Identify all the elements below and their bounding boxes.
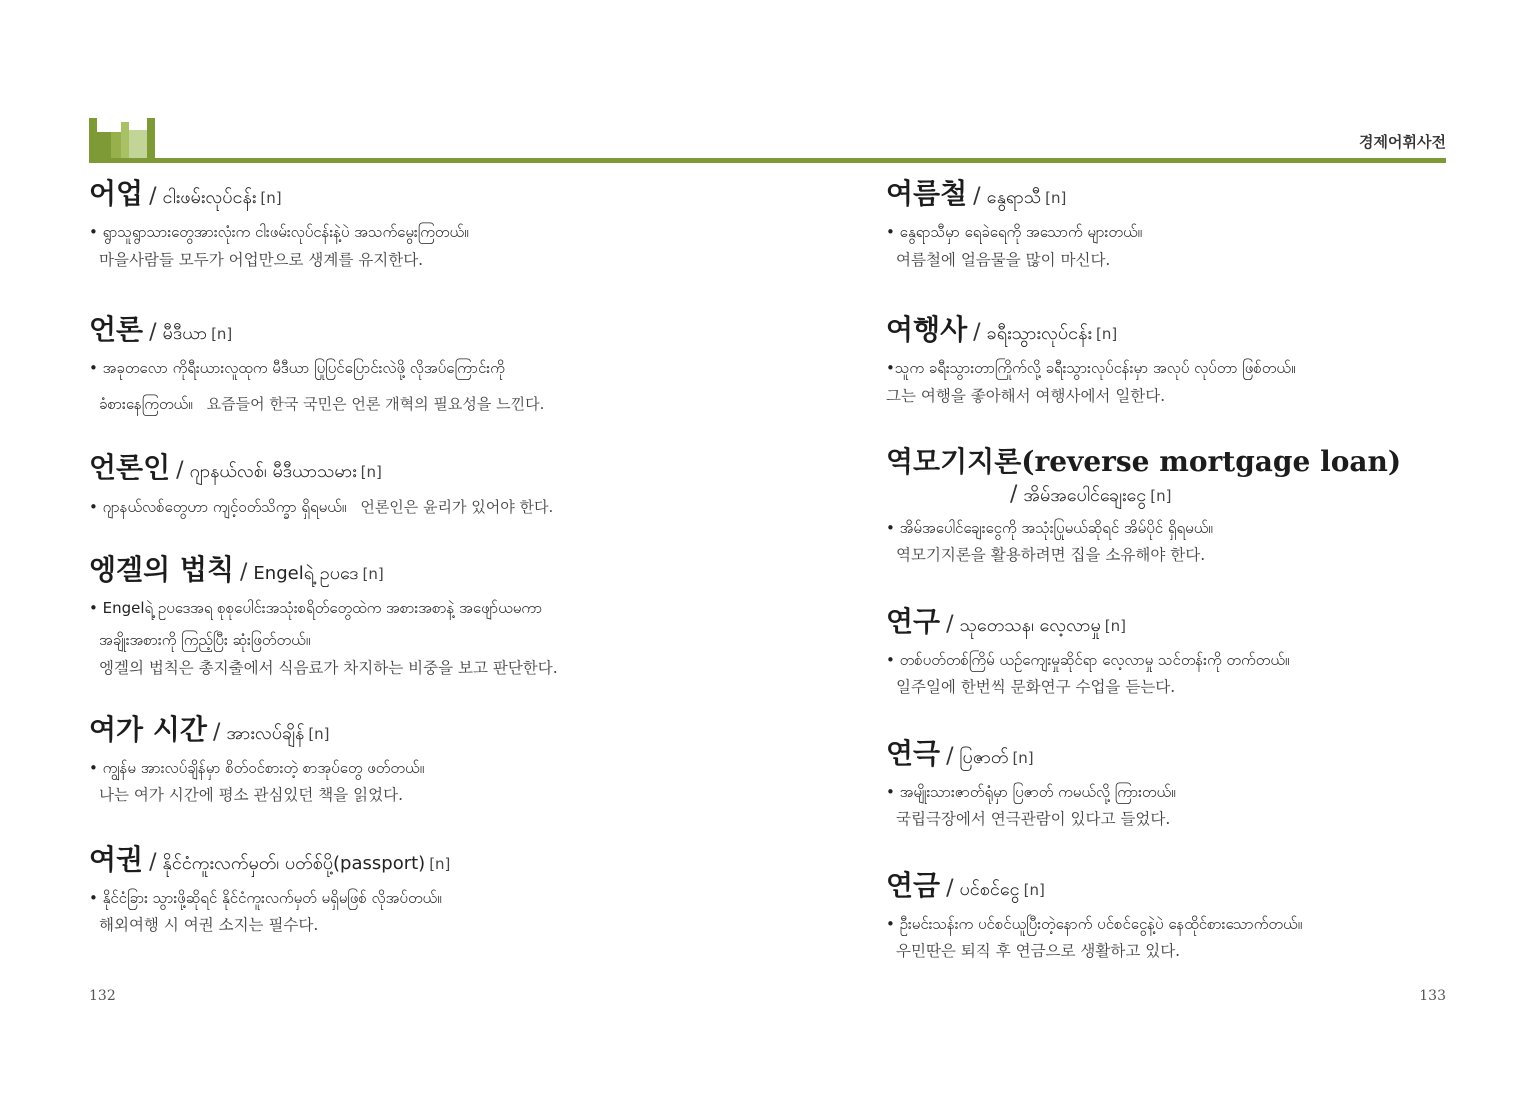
entry-meaning: ပင်စင်ငွေ <box>959 879 1020 900</box>
example-korean: 일주일에 한번씩 문화연구 수업을 듣는다. <box>896 678 1176 696</box>
left-page <box>89 170 709 940</box>
entry-meaning: ဂျာနယ်လစ်၊ မီဒီယာသမား <box>189 461 357 482</box>
entry <box>89 313 709 420</box>
entry-pos: [n] <box>429 855 451 873</box>
entry-head: 언론 / မီဒီယာ [n] <box>89 313 233 346</box>
header-decoration <box>89 118 161 162</box>
right-page <box>886 170 1506 966</box>
example-myanmar: • နိုင်ငံခြား သွားဖို့ဆိုရင် နိုင်ငံကူးလက်မှတ် မရှိမဖြစ် လိုအပ်တယ်။ <box>89 889 442 907</box>
entry <box>886 177 1506 276</box>
page-number-left: 132 <box>89 988 116 1004</box>
entry-pos: [n] <box>1104 617 1126 635</box>
example-korean: 해외여행 시 여권 소지는 필수다. <box>99 916 319 934</box>
entry <box>89 843 709 940</box>
book-title: 경제어휘사전 <box>1359 133 1446 151</box>
entry-term: 언론 <box>89 313 144 346</box>
entry <box>886 313 1506 412</box>
example-myanmar-line2: ခံစားနေကြတယ်။ 요즘들어 한국 국민은 언론 개혁의 필요성을 느낀다. <box>99 395 545 413</box>
entry-pos: [n] <box>211 325 233 343</box>
example-myanmar: • ကျွန်မ အားလပ်ချိန်မှာ စိတ်ဝင်စားတဲ့ စာအုပ်တွေ ဖတ်တယ်။ <box>89 759 425 777</box>
entry-term: 어업 <box>89 177 144 210</box>
entry-meaning: နွေရာသီ <box>986 187 1042 208</box>
example-korean: 요즘들어 한국 국민은 언론 개혁의 필요성을 느낀다. <box>206 395 545 413</box>
example-myanmar: •သူက ခရီးသွားတာကြိုက်လို့ ခရီးသွားလုပ်ငန်းမှာ အလုပ် လုပ်တာ ဖြစ်တယ်။ <box>886 359 1296 377</box>
example-korean: 국립극장에서 연극관람이 있다고 들었다. <box>896 810 1171 828</box>
entry-head: 연극 / ပြဇာတ် [n] <box>886 737 1034 770</box>
example-myanmar: • အိမ်အပေါင်ချေးငွေကို အသုံးပြုမယ်ဆိုရင် အိမ်ပိုင် ရှိရမယ်။ <box>886 519 1213 537</box>
entry-meaning: သုတေသန၊ လေ့လာမှု <box>959 615 1101 636</box>
entry-term: 연금 <box>886 869 941 902</box>
example-korean: 나는 여가 시간에 평소 관심있던 책을 읽었다. <box>99 786 404 804</box>
entry-term: 여가 시간 <box>89 713 207 746</box>
entry-pos: [n] <box>308 725 330 743</box>
entry-term: 여행사 <box>886 313 968 346</box>
example-korean: 엥겔의 법칙은 총지출에서 식음료가 차지하는 비중을 보고 판단한다. <box>99 659 558 677</box>
entry-term: 역모기지론(reverse mortgage loan) <box>886 445 1402 478</box>
example-myanmar: • နွေရာသီမှာ ရေခဲရေကို အသောက် များတယ်။ <box>886 223 1143 241</box>
entry-head: 연금 / ပင်စင်ငွေ [n] <box>886 869 1045 902</box>
example-myanmar-line: • ဂျာနယ်လစ်တွေဟာ ကျင့်ဝတ်သိက္ခာ ရှိရမယ်။ 언론인은 윤리가 있어야 한다. <box>89 498 554 516</box>
entry-head <box>886 445 1506 478</box>
entry-head: 언론인 / ဂျာနယ်လစ်၊ မီဒီယာသမား [n] <box>89 451 382 484</box>
entry-pos: [n] <box>1012 749 1034 767</box>
example-myanmar: • တစ်ပတ်တစ်ကြိမ် ယဉ်ကျေးမှုဆိုင်ရာ လေ့လာမှု သင်တန်းကို တက်တယ်။ <box>886 651 1290 669</box>
entry-term: 언론인 <box>89 451 171 484</box>
entry-pos: [n] <box>260 189 282 207</box>
entry-pos: [n] <box>1150 487 1172 505</box>
example-korean: 여름철에 얼음물을 많이 마신다. <box>896 251 1111 269</box>
entry-meaning: မီဒီယာ <box>162 323 208 344</box>
entry-head-sub: / အိမ်အပေါင်ချေးငွေ [n] <box>1010 482 1172 507</box>
entry-meaning: အားလပ်ချိန် <box>226 723 305 744</box>
entry-head: 여권 / နိုင်ငံကူးလက်မှတ်၊ ပတ်စ်ပို့(passport) [n] <box>89 843 451 876</box>
entry-term: 연극 <box>886 737 941 770</box>
entry-pos: [n] <box>362 565 384 583</box>
example-korean: 마을사람들 모두가 어업만으로 생계를 유지한다. <box>99 251 424 269</box>
example-myanmar: • အမျိုးသားဇာတ်ရုံမှာ ပြဇာတ် ကမယ်လို့ ကြားတယ်။ <box>886 783 1176 801</box>
entry <box>886 605 1506 702</box>
example-myanmar: • အခုတလော ကိုရီးယားလူထုက မီဒီယာ ပြုပြင်ပြောင်းလဲဖို့ လိုအပ်ကြောင်းကို <box>89 359 505 377</box>
entry-pos: [n] <box>1096 325 1118 343</box>
entry-term: 여권 <box>89 843 144 876</box>
entry-meaning: နိုင်ငံကူးလက်မှတ်၊ ပတ်စ်ပို့(passport) <box>162 853 426 874</box>
entry-head: 여가 시간 / အားလပ်ချိန် [n] <box>89 713 330 746</box>
entry-pos: [n] <box>360 463 382 481</box>
entry-meaning: Engelရဲ့ ဥပဒေ <box>253 563 359 584</box>
entry <box>89 553 709 682</box>
example-myanmar: • ရွာသူရွာသားတွေအားလုံးက ငါးဖမ်းလုပ်ငန်းနဲ့ပဲ အသက်မွေးကြတယ်။ <box>89 223 469 241</box>
entry <box>89 177 709 276</box>
page-number-right: 133 <box>1419 988 1446 1004</box>
entry-pos: [n] <box>1023 881 1045 899</box>
entry-meaning: ခရီးသွားလုပ်ငန်း <box>986 323 1092 344</box>
entry-head: 연구 / သုတေသန၊ လေ့လာမှု [n] <box>886 605 1126 638</box>
entry-term: 연구 <box>886 605 941 638</box>
example-korean: 그는 여행을 좋아해서 여행사에서 일한다. <box>886 387 1166 405</box>
entry <box>89 451 709 520</box>
entry <box>886 737 1506 834</box>
entry-head: 어업 / ငါးဖမ်းလုပ်ငန်း [n] <box>89 177 282 210</box>
entry-head: 여행사 / ခရီးသွားလုပ်ငန်း [n] <box>886 313 1118 346</box>
example-korean: 우민딴은 퇴직 후 연금으로 생활하고 있다. <box>896 942 1181 960</box>
example-myanmar-line2: အချိုးအစားကို ကြည့်ပြီး ဆုံးဖြတ်တယ်။ <box>99 631 311 649</box>
entry-meaning: ငါးဖမ်းလုပ်ငန်း <box>162 187 257 208</box>
example-myanmar: • ဦးမင်းသန်းက ပင်စင်ယူပြီးတဲ့နောက် ပင်စင်ငွေနဲ့ပဲ နေထိုင်စားသောက်တယ်။ <box>886 915 1303 933</box>
header-rule <box>89 158 1446 163</box>
entry-head: 여름철 / နွေရာသီ [n] <box>886 177 1067 210</box>
entry <box>886 869 1506 966</box>
entry-meaning: ပြဇာတ် <box>959 747 1009 768</box>
example-korean: 역모기지론을 활용하려면 집을 소유해야 한다. <box>896 546 1206 564</box>
example-korean: 언론인은 윤리가 있어야 한다. <box>360 498 554 516</box>
entry <box>886 445 1506 570</box>
entry <box>89 713 709 810</box>
entry-term: 엥겔의 법칙 <box>89 553 234 586</box>
entry-pos: [n] <box>1045 189 1067 207</box>
entry-head: 엥겔의 법칙 / Engelရဲ့ ဥပဒေ [n] <box>89 553 384 586</box>
entry-term: 여름철 <box>886 177 968 210</box>
example-myanmar: • Engelရဲ့ ဥပဒေအရ စုစုပေါင်းအသုံးစရိတ်တွေထဲက အစားအစာနဲ့ အဖျော်ယမကာ <box>89 599 543 617</box>
entry-meaning: အိမ်အပေါင်ချေးငွေ <box>1023 485 1147 506</box>
